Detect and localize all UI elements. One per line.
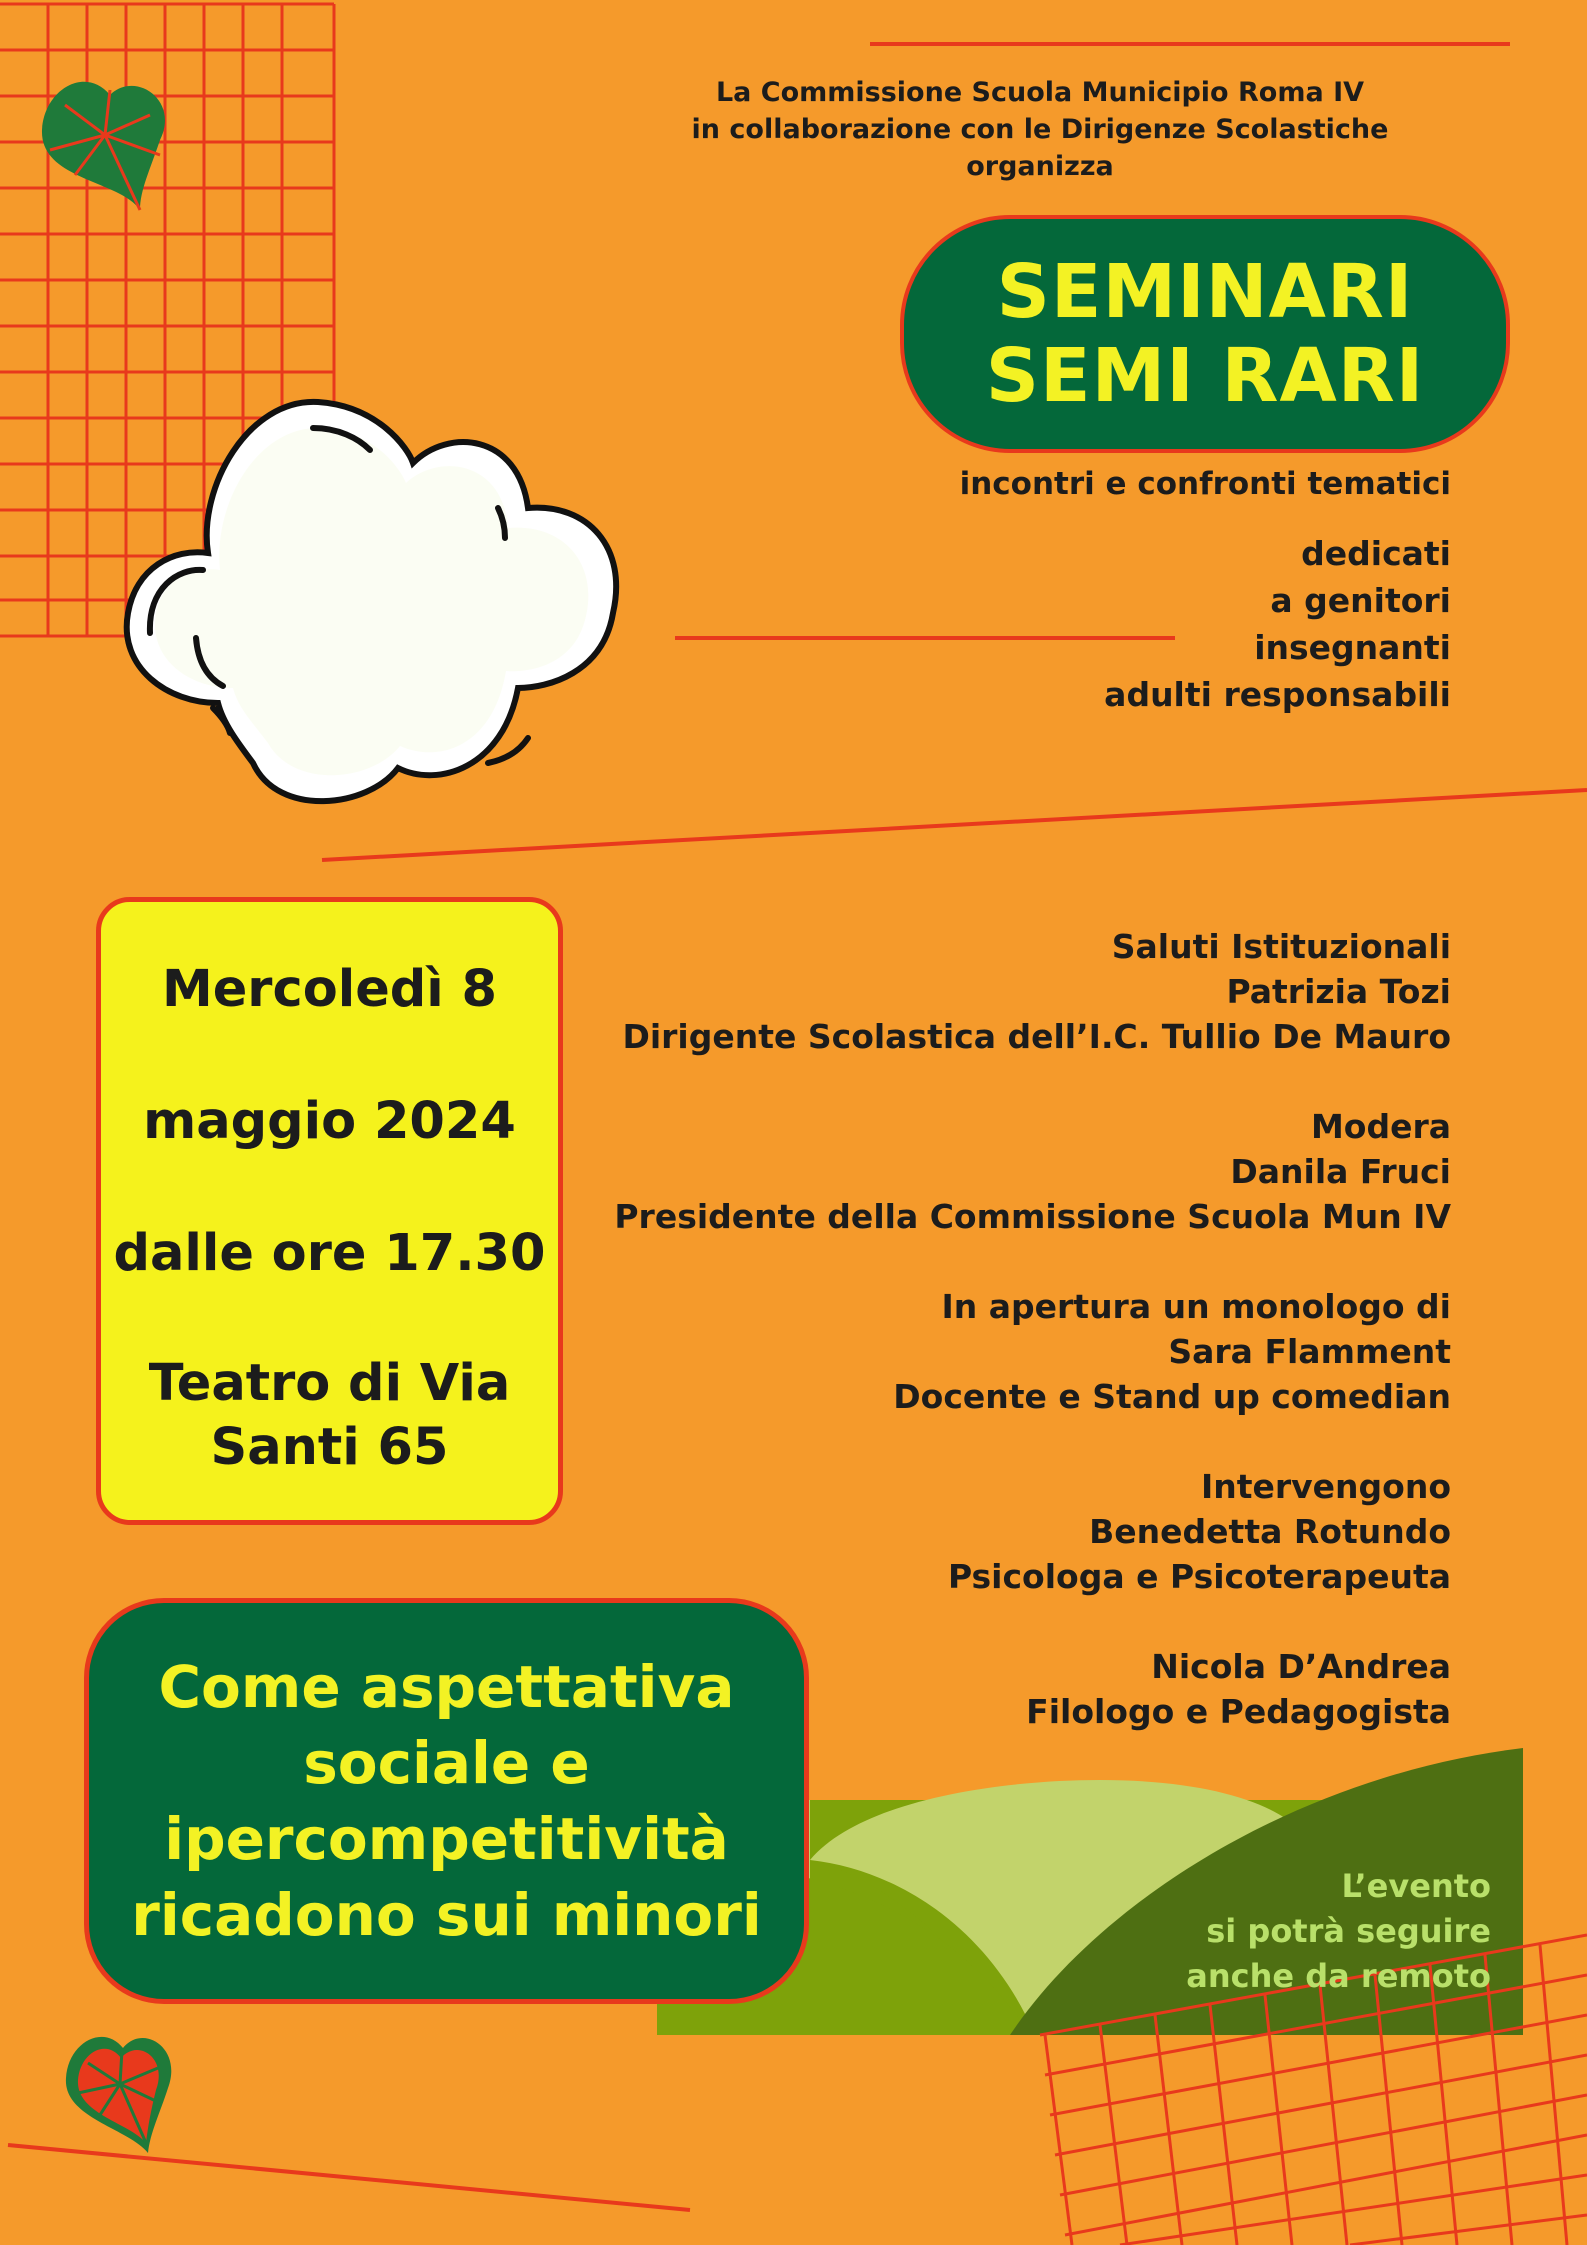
speaker-role: Intervengono [1200,1467,1451,1506]
leaf-icon [58,2018,178,2158]
speaker-name: Benedetta Rotundo [1089,1512,1451,1551]
subtitle: incontri e confronti tematici [959,466,1451,502]
speaker-role: In apertura un monologo di [941,1287,1451,1326]
remote-note-line: anche da remoto [1186,1957,1491,1995]
header-line-1: La Commissione Scuola Municipio Roma IV [715,77,1365,108]
audience-item: dedicati [1301,534,1451,573]
header-line-3: organizza [966,151,1114,182]
header-line-2: in collaborazione con le Dirigenze Scolastiche [691,114,1389,145]
topic-box [84,1598,809,2004]
speaker-role: Modera [1310,1107,1451,1146]
speaker-title: Docente e Stand up comedian [893,1377,1451,1416]
speaker-role: Saluti Istituzionali [1111,927,1451,966]
audience-item: insegnanti [1254,628,1451,667]
speaker-name: Patrizia Tozi [1226,972,1451,1011]
speaker-name: Sara Flamment [1168,1332,1451,1371]
remote-note-line: si potrà seguire [1206,1912,1491,1950]
event-month-year: maggio 2024 [143,1092,516,1151]
topic-line: ipercompetitività [164,1805,729,1873]
remote-note-line: L’evento [1341,1867,1491,1905]
speaker-title: Psicologa e Psicoterapeuta [947,1557,1451,1596]
event-venue-line-2: Santi 65 [210,1418,449,1477]
remote-note [1186,1864,1491,1999]
audience-item: adulti responsabili [1104,675,1451,714]
speaker-name: Nicola D’Andrea [1151,1647,1451,1686]
event-time: dalle ore 17.30 [113,1224,546,1283]
audience-item: a genitori [1270,581,1451,620]
topic-line: sociale e [303,1729,590,1797]
title-line-2: SEMI RARI [985,333,1425,419]
event-day: Mercoledì 8 [161,960,498,1019]
speaker-title: Presidente della Commissione Scuola Mun IV [614,1197,1451,1236]
event-venue-line-1: Teatro di Via [148,1354,511,1413]
topic-line: ricadono sui minori [131,1881,762,1949]
topic-line: Come aspettativa [158,1653,735,1721]
speaker-title: Dirigente Scolastica dell’I.C. Tullio De Mauro [622,1017,1451,1056]
title-line-1: SEMINARI [996,249,1414,335]
speaker-title: Filologo e Pedagogista [1026,1692,1451,1731]
speaker-name: Danila Fruci [1230,1152,1451,1191]
